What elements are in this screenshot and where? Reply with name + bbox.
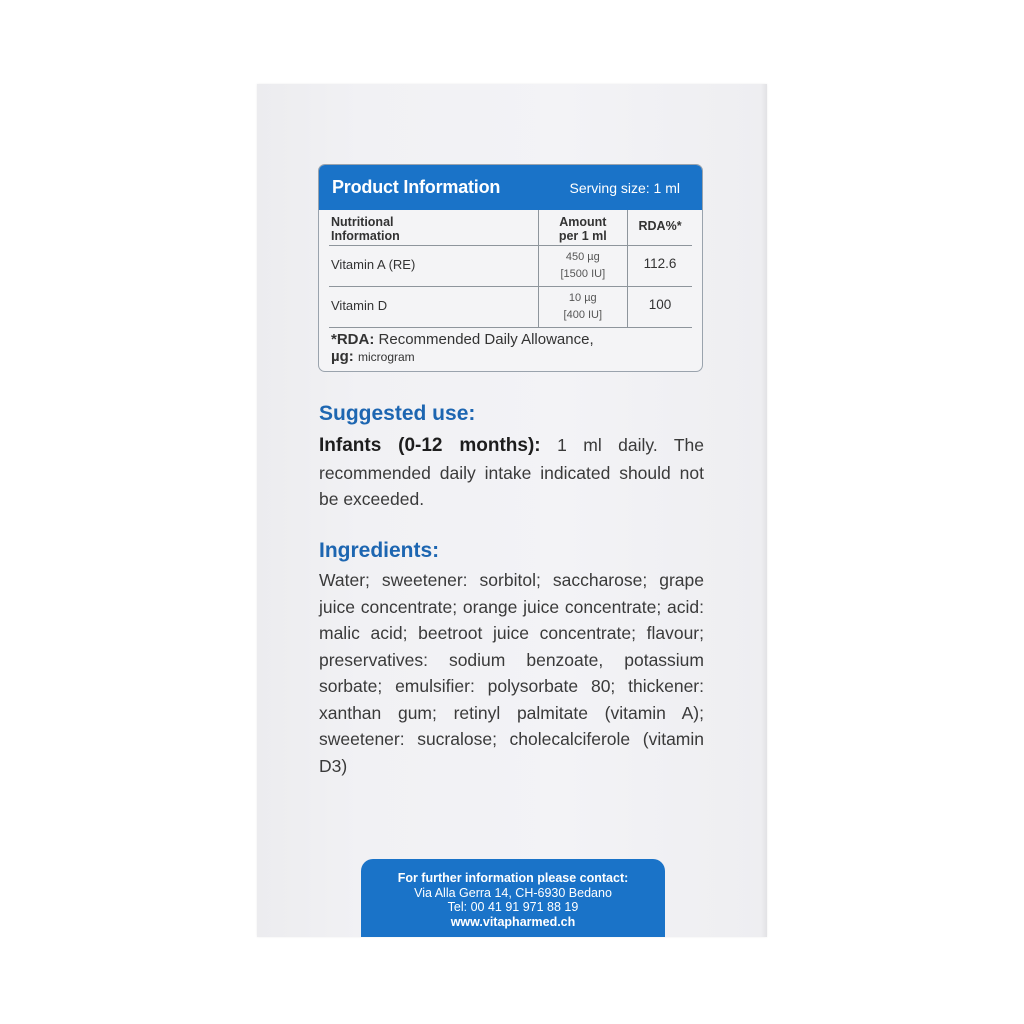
ingredients-title: Ingredients: [319, 539, 440, 562]
contact-panel [361, 859, 665, 937]
header-nutritional-information: Nutritional Information [331, 215, 400, 243]
contact-heading: For further information please contact: [397, 871, 629, 885]
suggested-use-title: Suggested use: [319, 402, 476, 425]
suggested-use-body: 1 ml daily. The recommended daily intake indicated should not be exceeded. [319, 435, 704, 509]
nutrient-name: Vitamin D [331, 298, 388, 313]
nutrient-name: Vitamin A (RE) [331, 257, 416, 272]
ingredients-text: Water; sweetener: sorbitol; saccharose; grape juice concentrate; orange juice concentrate; acid: malic acid; beetroot juice concentrate; flavour; preservatives: sodium benzoate, potassium sorbate; emulsifier: polysorbate 80; thickener: xanthan gum; retinyl palmitate (vitamin A); sweetener: sucralose; cholecalciferole (vitamin D3) [319, 570, 704, 776]
header-rda: RDA%* [638, 219, 682, 233]
table-row [329, 246, 692, 287]
product-information-title: Product Information [332, 177, 501, 197]
serving-size: Serving size: 1 ml [569, 179, 680, 196]
contact-phone: Tel: 00 41 91 971 88 19 [447, 900, 579, 914]
suggested-use-text [319, 432, 704, 513]
header-amount: Amount per 1 ml [538, 210, 629, 245]
table-footnote: *RDA: Recommended Daily Allowance, µg: microgram [331, 331, 594, 365]
suggested-use-lead: Infants (0-12 months): [319, 435, 541, 456]
nutrition-table [329, 210, 692, 328]
nutrient-rda: 112.6 [643, 256, 677, 271]
box-edge-shadow [761, 84, 767, 937]
product-box-panel [257, 84, 767, 937]
contact-address: Via Alla Gerra 14, CH-6930 Bedano [414, 885, 612, 900]
table-header-row [329, 210, 692, 246]
table-row [329, 287, 692, 328]
nutrient-amount: 10 µg [400 IU] [538, 287, 629, 327]
product-information-header [319, 165, 702, 210]
product-information-table [318, 164, 703, 372]
nutrient-rda: 100 [648, 297, 672, 312]
contact-website: www.vitapharmed.ch [450, 914, 576, 929]
nutrient-amount: 450 µg [1500 IU] [538, 246, 629, 286]
